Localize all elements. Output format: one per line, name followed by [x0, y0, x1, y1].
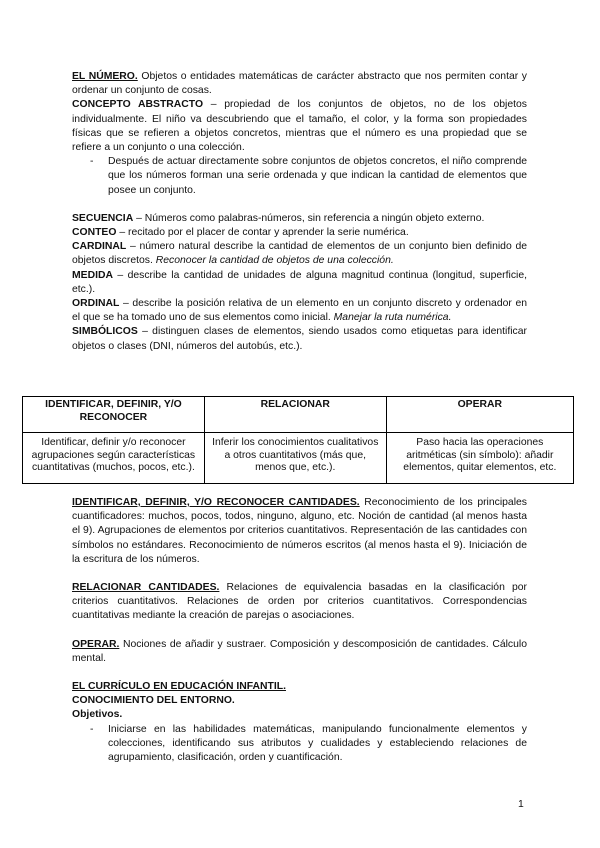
- identificar-text: Reconocimiento de los principales cuantificadores: muchos, pocos, todos, ninguno, alguno, etc. Noción de cantidad (al menos hasta el 9). Agrupaciones de elementos por criterios cuantitativos. Representación de las cantidades con símbolos no estándares. Reconocimiento de números escritos (al menos hasta el 9). Iniciación de la escritura de los números.: [72, 497, 527, 565]
- table-header: RELACIONAR: [204, 397, 386, 433]
- identificar-paragraph: [72, 496, 527, 567]
- table-header: IDENTIFICAR, DEFINIR, Y/O RECONOCER: [23, 397, 205, 433]
- curriculo-title: [72, 680, 527, 694]
- cardinal-text: – número natural describe la cantidad de elementos de un conjunto bien definido de objetos discretos.: [72, 241, 527, 267]
- table-header: OPERAR: [386, 397, 573, 433]
- medida-text: – describe la cantidad de unidades de alguna magnitud continua (longitud, superficie, etc.).: [72, 269, 527, 295]
- medida-paragraph: [72, 269, 527, 297]
- cardinal-title: CARDINAL: [72, 241, 127, 253]
- curriculo-subtitle: CONOCIMIENTO DEL ENTORNO.: [72, 695, 235, 707]
- numero-text: Objetos o entidades matemáticas de carácter abstracto que nos permiten contar y ordenar un conjunto de cosas.: [72, 71, 527, 97]
- simbolicos-title: SIMBÓLICOS: [72, 326, 138, 338]
- cardinal-paragraph: [72, 240, 527, 268]
- ordinal-italic: Manejar la ruta numérica.: [333, 312, 452, 324]
- concepto-text: – propiedad de los conjuntos de objetos, no de los objetos individualmente. El niño va descubriendo que el tamaño, el color, y la forma son propiedades físicas que se refieren a objetos concretos, mientras que el número es una propiedad que se refiere a un conjunto o una colección.: [72, 99, 527, 154]
- operar-text: Nociones de añadir y sustraer. Composición y descomposición de cantidades. Cálculo mental.: [72, 638, 527, 664]
- concepto-paragraph: [72, 98, 527, 155]
- concepto-list: [72, 155, 527, 198]
- identificar-title: IDENTIFICAR, DEFINIR, Y/O RECONOCER CANTIDADES.: [72, 497, 360, 508]
- conteo-paragraph: [72, 226, 527, 240]
- objetivos-heading: Objetivos.: [72, 709, 123, 721]
- operar-title: OPERAR.: [72, 638, 120, 650]
- medida-title: MEDIDA: [72, 269, 113, 281]
- curriculo-title-text: EL CURRÍCULO EN EDUCACIÓN INFANTIL.: [72, 681, 286, 693]
- conteo-title: CONTEO: [72, 227, 117, 239]
- cardinal-italic: Reconocer la cantidad de objetos de una colección.: [155, 255, 394, 267]
- numero-title: EL NÚMERO.: [72, 71, 138, 82]
- concepto-title: CONCEPTO ABSTRACTO: [72, 99, 204, 111]
- secuencia-title: SECUENCIA: [72, 212, 134, 224]
- simbolicos-text: – distinguen clases de elementos, siendo usados como etiquetas para identificar objetos o clases (DNI, números del autobús, etc.).: [72, 326, 527, 352]
- operar-paragraph: [72, 638, 527, 666]
- ordinal-title: ORDINAL: [72, 298, 120, 310]
- table-cell: Paso hacia las operaciones aritméticas (sin símbolo): añadir elementos, quitar elementos, etc.: [386, 433, 573, 484]
- ordinal-text: – describe la posición relativa de un elemento en un conjunto discreto y ordenador en el que se ha tomado uno de sus elementos como inicial.: [72, 298, 527, 324]
- document-body: [72, 70, 527, 354]
- numero-paragraph: [72, 70, 527, 98]
- table-row: [23, 433, 574, 484]
- ordinal-paragraph: [72, 297, 527, 325]
- document-body-lower: [72, 496, 527, 765]
- relacionar-paragraph: [72, 581, 527, 624]
- conteo-text: – recitado por el placer de contar y aprender la serie numérica.: [116, 227, 409, 239]
- skills-table: [22, 396, 574, 484]
- concepto-bullet: - Después de actuar directamente sobre conjuntos de objetos concretos, el niño comprende que los números forman una serie ordenada y que indican la cantidad de elementos que posee un conjunto.: [72, 155, 527, 198]
- relacionar-text: Relaciones de equivalencia basadas en la clasificación por criterios cuantitativos. Relaciones de orden por criterios cuantitativos. Correspondencias cuantitativas mediante la creación de parejas o asociaciones.: [72, 582, 527, 622]
- objetivos-bullet: - Iniciarse en las habilidades matemáticas, manipulando funcionalmente elementos y colecciones, identificando sus atributos y cualidades y estableciendo relaciones de agrupamiento, clasificación, orden y cuantificación.: [72, 723, 527, 766]
- secuencia-paragraph: [72, 212, 527, 226]
- secuencia-text: – Números como palabras-números, sin referencia a ningún objeto externo.: [133, 212, 485, 224]
- objetivos-list: [72, 723, 527, 766]
- simbolicos-paragraph: [72, 325, 527, 353]
- page-number: 1: [518, 799, 524, 810]
- relacionar-title: RELACIONAR CANTIDADES.: [72, 582, 220, 594]
- table-cell: Inferir los conocimientos cualitativos a otros cuantitativos (más que, menos que, etc.).: [204, 433, 386, 484]
- table-cell: Identificar, definir y/o reconocer agrupaciones según características cuantitativas (muchos, pocos, etc.).: [23, 433, 205, 484]
- table-header-row: [23, 397, 574, 433]
